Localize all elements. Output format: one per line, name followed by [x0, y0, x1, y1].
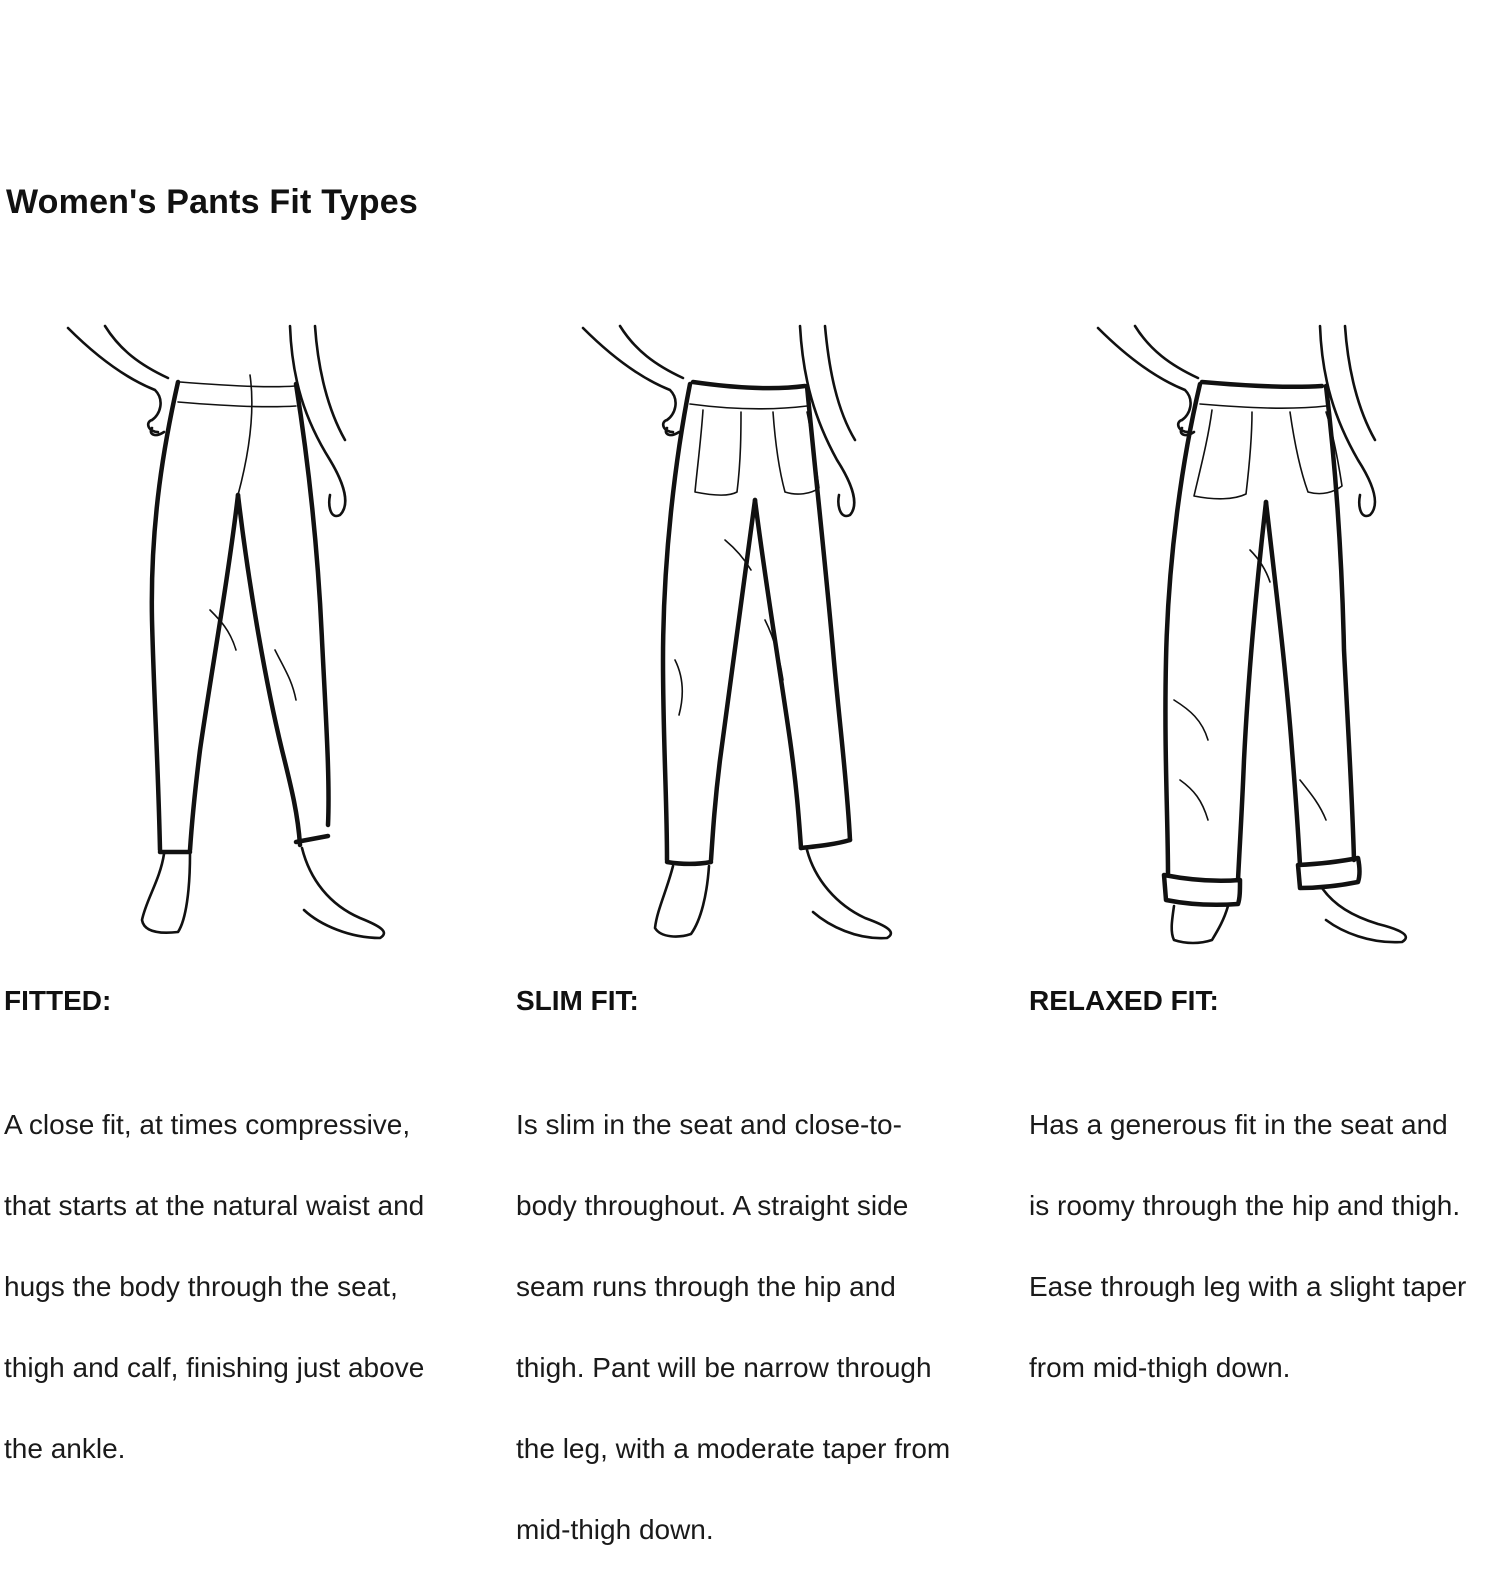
- description-line: A close fit, at times compressive,: [4, 1108, 411, 1140]
- description-line: body throughout. A straight side: [516, 1189, 909, 1221]
- description-line: Ease through leg with a slight taper: [1029, 1270, 1467, 1302]
- relaxed-fit-description: [1029, 1064, 1499, 1429]
- description-line: thigh. Pant will be narrow through: [516, 1351, 932, 1383]
- description-line: from mid-thigh down.: [1029, 1351, 1291, 1383]
- page-title: Women's Pants Fit Types: [6, 183, 418, 221]
- fitted-pants-illustration: [60, 320, 400, 960]
- relaxed-fit-label: RELAXED FIT:: [1029, 985, 1219, 1016]
- fitted-description: [4, 1064, 484, 1510]
- fitted-label: FITTED:: [4, 985, 112, 1016]
- description-line: that starts at the natural waist and: [4, 1189, 425, 1221]
- slim-fit-pants-illustration: [575, 320, 915, 960]
- description-line: hugs the body through the seat,: [4, 1270, 398, 1302]
- description-line: Has a generous fit in the seat and: [1029, 1108, 1448, 1140]
- slim-fit-label: SLIM FIT:: [516, 985, 639, 1016]
- slim-fit-description: [516, 1064, 1006, 1591]
- description-line: is roomy through the hip and thigh.: [1029, 1189, 1461, 1221]
- description-line: Is slim in the seat and close-to-: [516, 1108, 902, 1140]
- description-line: mid-thigh down.: [516, 1513, 714, 1545]
- relaxed-fit-pants-figure: [1090, 320, 1430, 960]
- description-line: seam runs through the hip and: [516, 1270, 896, 1302]
- description-line: thigh and calf, finishing just above: [4, 1351, 425, 1383]
- relaxed-fit-pants-illustration: [1090, 320, 1430, 960]
- fitted-pants-figure: [60, 320, 400, 960]
- slim-fit-pants-figure: [575, 320, 915, 960]
- description-line: the ankle.: [4, 1432, 126, 1464]
- description-line: the leg, with a moderate taper from: [516, 1432, 951, 1464]
